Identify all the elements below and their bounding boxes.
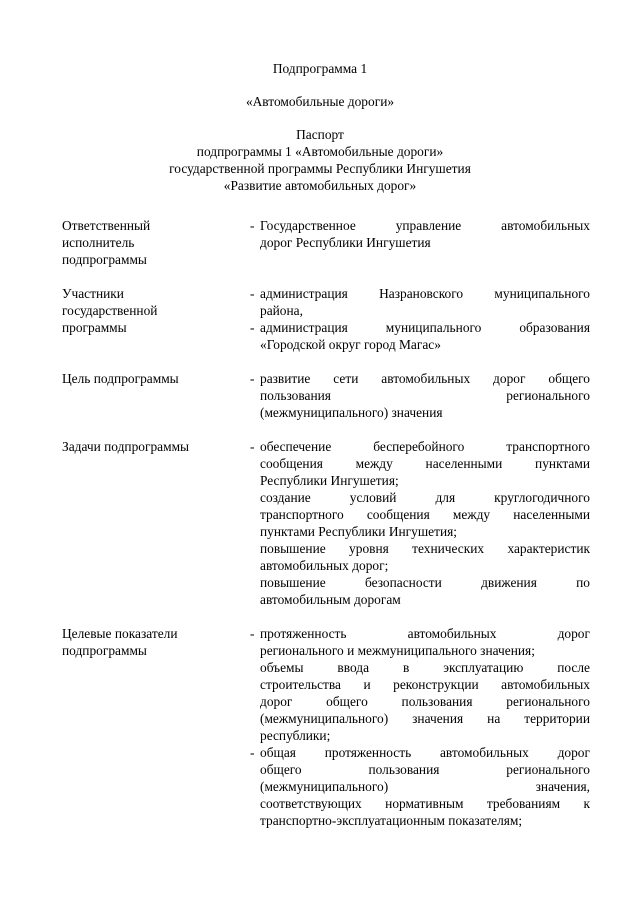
- text-line: общая протяженность автомобильных дорог: [260, 745, 590, 760]
- passport-heading-line: подпрограммы 1 «Автомобильные дороги»: [196, 144, 444, 159]
- list-dash: -: [250, 745, 255, 760]
- row-label: [62, 217, 242, 268]
- text-line: объемы ввода в эксплуатацию после: [260, 660, 590, 675]
- row-label: [62, 370, 242, 421]
- text-line: строительства и реконструкции автомобильных: [260, 677, 590, 692]
- row-content: [242, 285, 590, 353]
- list-item: [242, 370, 590, 421]
- row-label: [62, 625, 242, 829]
- passport-row: [62, 285, 590, 353]
- row-label-line: подпрограммы: [62, 643, 147, 658]
- text-line: «Городской округ город Магас»: [260, 337, 441, 352]
- list-dash: -: [250, 286, 255, 301]
- row-content: [242, 370, 590, 421]
- text-line: пунктами Республики Ингушетия;: [260, 524, 458, 539]
- subprogram-name: «Автомобильные дороги»: [245, 94, 395, 109]
- list-item: [242, 744, 590, 829]
- row-label-line: Участники: [62, 286, 124, 301]
- list-item-text: [260, 319, 590, 353]
- passport-table: [62, 217, 590, 846]
- text-line: сообщения между населенными пунктами: [260, 456, 590, 471]
- passport-heading-line: государственной программы Республики Ингушетия: [169, 161, 471, 176]
- text-line: Республики Ингушетия;: [260, 473, 399, 488]
- passport-heading-line: «Развитие автомобильных дорог»: [223, 178, 417, 193]
- row-label-line: подпрограммы: [62, 252, 147, 267]
- text-line: повышение уровня технических характеристик: [260, 541, 590, 556]
- text-line: Государственное управление автомобильных: [260, 218, 590, 233]
- text-line: создание условий для круглогодичного: [260, 490, 590, 505]
- row-label-line: Ответственный: [62, 218, 151, 233]
- text-line: района,: [260, 303, 303, 318]
- passport-row: [62, 217, 590, 268]
- text-line: общего пользования регионального: [260, 762, 590, 777]
- row-content: [242, 625, 590, 829]
- list-item-text: [260, 370, 590, 421]
- passport-row: [62, 625, 590, 829]
- text-line: (межмуниципального) значения,: [260, 779, 590, 794]
- text-line: дорог Республики Ингушетия: [260, 235, 431, 250]
- text-line: администрация Назрановского муниципального: [260, 286, 590, 301]
- list-item: [242, 438, 590, 608]
- list-item-text: [260, 217, 590, 251]
- list-dash: -: [250, 439, 255, 454]
- list-dash: -: [250, 320, 255, 335]
- row-label-line: исполнитель: [62, 235, 135, 250]
- text-line: (межмуниципального) значения на территории: [260, 711, 590, 726]
- list-item-text: [260, 285, 590, 319]
- row-label-line: программы: [62, 320, 127, 335]
- passport-heading-line: Паспорт: [296, 127, 344, 142]
- row-label: [62, 438, 242, 608]
- list-item: [242, 285, 590, 319]
- text-line: республики;: [260, 728, 331, 743]
- subprogram-title: Подпрограмма 1: [272, 61, 368, 76]
- text-line: администрация муниципального образования: [260, 320, 590, 335]
- row-content: [242, 438, 590, 608]
- text-line: дорог общего пользования регионального: [260, 694, 590, 709]
- row-label-line: Цель подпрограммы: [62, 371, 179, 386]
- list-item: [242, 625, 590, 744]
- text-line: автомобильным дорогам: [260, 592, 401, 607]
- row-label-line: Задачи подпрограммы: [62, 439, 190, 454]
- text-line: соответствующих нормативным требованиям к: [260, 796, 590, 811]
- text-line: автомобильных дорог;: [260, 558, 389, 573]
- passport-row: [62, 438, 590, 608]
- row-content: [242, 217, 590, 268]
- text-line: транспортного сообщения между населенными: [260, 507, 590, 522]
- row-label-line: Целевые показатели: [62, 626, 178, 641]
- text-line: обеспечение бесперебойного транспортного: [260, 439, 590, 454]
- row-label-line: государственной: [62, 303, 158, 318]
- passport-heading: [0, 126, 640, 194]
- text-line: протяженность автомобильных дорог: [260, 626, 590, 641]
- text-line: (межмуниципального) значения: [260, 405, 443, 420]
- passport-row: [62, 370, 590, 421]
- text-line: транспортно-эксплуатационным показателям;: [260, 813, 523, 828]
- list-item-text: [260, 625, 590, 744]
- list-dash: -: [250, 626, 255, 641]
- list-dash: -: [250, 371, 255, 386]
- list-item-text: [260, 744, 590, 829]
- list-item-text: [260, 438, 590, 608]
- list-item: [242, 319, 590, 353]
- list-item: [242, 217, 590, 251]
- row-label: [62, 285, 242, 353]
- list-dash: -: [250, 218, 255, 233]
- text-line: повышение безопасности движения по: [260, 575, 590, 590]
- text-line: регионального и межмуниципального значения;: [260, 643, 535, 658]
- text-line: пользования регионального: [260, 388, 590, 403]
- text-line: развитие сети автомобильных дорог общего: [260, 371, 590, 386]
